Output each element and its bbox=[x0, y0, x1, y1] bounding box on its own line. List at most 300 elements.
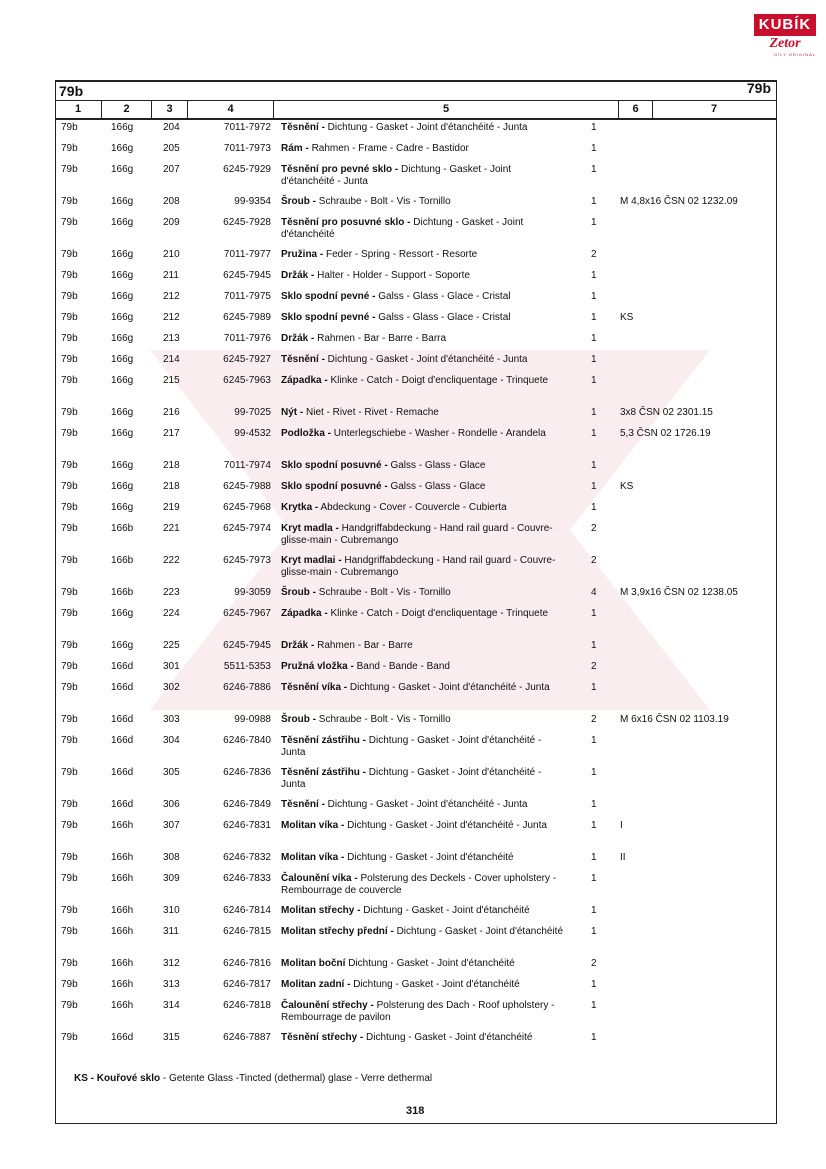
cell-col4: 6246-7831 bbox=[223, 820, 271, 831]
cell-col1: 79b bbox=[61, 407, 78, 418]
cell-description bbox=[281, 143, 563, 155]
cell-col3: 217 bbox=[163, 428, 180, 439]
description-name: Molitan víka - bbox=[281, 820, 345, 831]
cell-col4: 99-3059 bbox=[234, 587, 271, 598]
description-name: Těsnění pro posuvné sklo - bbox=[281, 217, 411, 228]
cell-col1: 79b bbox=[61, 217, 78, 228]
cell-quantity: 1 bbox=[591, 428, 597, 439]
cell-note: I bbox=[620, 820, 623, 831]
cell-col3: 215 bbox=[163, 375, 180, 386]
cell-note: 3x8 ČSN 02 2301.15 bbox=[620, 407, 713, 418]
cell-col3: 305 bbox=[163, 767, 180, 778]
description-translations: Dichtung - Gasket - Joint d'étanchéité bbox=[360, 905, 530, 916]
cell-col3: 313 bbox=[163, 979, 180, 990]
description-translations: Polsterung des Deckels - Cover upholstery - Rembourrage de couvercle bbox=[281, 873, 557, 896]
cell-col3: 208 bbox=[163, 196, 180, 207]
cell-description bbox=[281, 407, 563, 419]
cell-quantity: 1 bbox=[591, 979, 597, 990]
cell-col1: 79b bbox=[61, 481, 78, 492]
cell-quantity: 1 bbox=[591, 502, 597, 513]
cell-col4: 6246-7849 bbox=[223, 799, 271, 810]
description-translations: Feder - Spring - Ressort - Resorte bbox=[323, 249, 478, 260]
cell-description bbox=[281, 312, 563, 324]
cell-description bbox=[281, 820, 563, 832]
cell-col4: 7011-7973 bbox=[223, 143, 271, 154]
cell-description bbox=[281, 291, 563, 303]
cell-quantity: 1 bbox=[591, 375, 597, 386]
description-translations: Dichtung - Gasket - Joint d'étanchéité - Junta bbox=[347, 682, 550, 693]
cell-description bbox=[281, 958, 563, 970]
logo-sub-text: DÍLY ORIGINÁL bbox=[774, 52, 816, 57]
cell-col2: 166g bbox=[111, 640, 134, 651]
cell-col2: 166d bbox=[111, 682, 134, 693]
cell-col2: 166g bbox=[111, 502, 134, 513]
description-translations: Schraube - Bolt - Vis - Tornillo bbox=[316, 196, 451, 207]
section-label-left: 79b bbox=[59, 83, 84, 99]
cell-col1: 79b bbox=[61, 767, 78, 778]
cell-col2: 166h bbox=[111, 926, 134, 937]
description-name: Šroub - bbox=[281, 714, 316, 725]
cell-col3: 312 bbox=[163, 958, 180, 969]
description-translations: Rahmen - Bar - Barre bbox=[314, 640, 413, 651]
description-translations: Polsterung des Dach - Roof upholstery - Rembourrage de pavilon bbox=[281, 1000, 555, 1023]
cell-description bbox=[281, 852, 563, 864]
cell-description bbox=[281, 714, 563, 726]
description-name: Molitan boční bbox=[281, 958, 346, 969]
cell-col3: 218 bbox=[163, 460, 180, 471]
description-name: Sklo spodní pevné - bbox=[281, 291, 376, 302]
cell-col1: 79b bbox=[61, 714, 78, 725]
description-name: Západka - bbox=[281, 375, 328, 386]
cell-col3: 210 bbox=[163, 249, 180, 260]
description-translations: Rahmen - Bar - Barre - Barra bbox=[314, 333, 447, 344]
cell-col4: 6245-7974 bbox=[223, 523, 271, 534]
cell-col3: 303 bbox=[163, 714, 180, 725]
description-name: Sklo spodní pevné - bbox=[281, 312, 376, 323]
cell-col1: 79b bbox=[61, 873, 78, 884]
cell-description bbox=[281, 196, 563, 208]
cell-description bbox=[281, 608, 563, 620]
cell-col3: 309 bbox=[163, 873, 180, 884]
column-header-5: 5 bbox=[274, 101, 619, 118]
cell-col4: 6246-7840 bbox=[223, 735, 271, 746]
description-name: Pružná vložka - bbox=[281, 661, 354, 672]
cell-quantity: 1 bbox=[591, 640, 597, 651]
description-translations: Klinke - Catch - Doigt d'encliquentage - Trinquete bbox=[327, 375, 549, 386]
cell-col3: 211 bbox=[163, 270, 179, 281]
cell-note: 5,3 ČSN 02 1726.19 bbox=[620, 428, 711, 439]
cell-description bbox=[281, 523, 563, 547]
cell-quantity: 2 bbox=[591, 523, 597, 534]
cell-description bbox=[281, 333, 563, 345]
cell-col4: 6246-7886 bbox=[223, 682, 271, 693]
cell-quantity: 1 bbox=[591, 873, 597, 884]
cell-col1: 79b bbox=[61, 291, 78, 302]
description-name: Molitan víka - bbox=[281, 852, 345, 863]
cell-description bbox=[281, 905, 563, 917]
cell-quantity: 1 bbox=[591, 291, 597, 302]
cell-col3: 219 bbox=[163, 502, 180, 513]
description-name: Čalounění střechy - bbox=[281, 1000, 374, 1011]
cell-quantity: 1 bbox=[591, 820, 597, 831]
cell-col3: 315 bbox=[163, 1032, 180, 1043]
description-translations: Rahmen - Frame - Cadre - Bastidor bbox=[308, 143, 469, 154]
cell-col3: 314 bbox=[163, 1000, 180, 1011]
cell-col3: 222 bbox=[163, 555, 180, 566]
cell-quantity: 2 bbox=[591, 958, 597, 969]
description-name: Šroub - bbox=[281, 196, 316, 207]
cell-col4: 6245-7927 bbox=[223, 354, 271, 365]
description-name: Držák - bbox=[281, 640, 315, 651]
cell-description bbox=[281, 682, 563, 694]
cell-col2: 166g bbox=[111, 122, 134, 133]
cell-quantity: 1 bbox=[591, 143, 597, 154]
cell-col3: 207 bbox=[163, 164, 180, 175]
cell-col3: 308 bbox=[163, 852, 180, 863]
cell-quantity: 1 bbox=[591, 926, 597, 937]
cell-col4: 6245-7929 bbox=[223, 164, 271, 175]
cell-col3: 214 bbox=[163, 354, 180, 365]
cell-col4: 6246-7814 bbox=[223, 905, 271, 916]
cell-col2: 166d bbox=[111, 799, 134, 810]
cell-col3: 225 bbox=[163, 640, 180, 651]
cell-quantity: 1 bbox=[591, 682, 597, 693]
cell-col1: 79b bbox=[61, 979, 78, 990]
cell-col1: 79b bbox=[61, 428, 78, 439]
cell-col3: 224 bbox=[163, 608, 180, 619]
cell-quantity: 1 bbox=[591, 1000, 597, 1011]
description-name: Molitan střechy - bbox=[281, 905, 361, 916]
cell-col4: 99-4532 bbox=[234, 428, 271, 439]
cell-col4: 6246-7887 bbox=[223, 1032, 271, 1043]
cell-col4: 99-9354 bbox=[234, 196, 271, 207]
cell-col3: 223 bbox=[163, 587, 180, 598]
cell-col3: 216 bbox=[163, 407, 180, 418]
cell-col1: 79b bbox=[61, 1000, 78, 1011]
description-translations: Handgriffabdeckung - Hand rail guard - Couvre-glisse-main - Cubremango bbox=[281, 555, 556, 578]
description-translations: Schraube - Bolt - Vis - Tornillo bbox=[316, 714, 451, 725]
cell-col2: 166g bbox=[111, 608, 134, 619]
footnote-text: - Getente Glass -Tincted (dethermal) glase - Verre dethermal bbox=[160, 1073, 433, 1084]
description-name: Pružina - bbox=[281, 249, 324, 260]
cell-col1: 79b bbox=[61, 852, 78, 863]
cell-description bbox=[281, 979, 563, 991]
cell-description bbox=[281, 481, 563, 493]
cell-col4: 7011-7974 bbox=[223, 460, 271, 471]
cell-quantity: 1 bbox=[591, 608, 597, 619]
cell-col1: 79b bbox=[61, 196, 78, 207]
cell-note: M 4,8x16 ČSN 02 1232.09 bbox=[620, 196, 738, 207]
column-header-2: 2 bbox=[102, 101, 152, 118]
description-translations: Dichtung - Gasket - Joint d'étanchéité - Junta bbox=[324, 354, 528, 365]
description-name: Čalounění víka - bbox=[281, 873, 358, 884]
logo-kubik-text: KUBÍK bbox=[754, 14, 816, 36]
description-translations: Galss - Glass - Glace - Cristal bbox=[375, 312, 511, 323]
cell-description bbox=[281, 502, 563, 514]
description-translations: Dichtung - Gasket - Joint d'étanchéité - Junta bbox=[324, 799, 528, 810]
cell-quantity: 1 bbox=[591, 905, 597, 916]
cell-col1: 79b bbox=[61, 587, 78, 598]
cell-col3: 218 bbox=[163, 481, 180, 492]
description-name: Krytka - bbox=[281, 502, 319, 513]
cell-col1: 79b bbox=[61, 1032, 78, 1043]
cell-col2: 166h bbox=[111, 1000, 134, 1011]
cell-description bbox=[281, 164, 563, 188]
cell-col4: 5511-5353 bbox=[223, 661, 271, 672]
cell-quantity: 1 bbox=[591, 767, 597, 778]
cell-col1: 79b bbox=[61, 926, 78, 937]
cell-description bbox=[281, 217, 563, 241]
description-translations: Dichtung - Gasket - Joint d'étanchéité - Junta bbox=[324, 122, 528, 133]
cell-col2: 166h bbox=[111, 979, 134, 990]
kubik-zetor-logo bbox=[754, 14, 816, 66]
cell-quantity: 1 bbox=[591, 122, 597, 133]
cell-quantity: 1 bbox=[591, 196, 597, 207]
column-header-3: 3 bbox=[152, 101, 188, 118]
cell-col4: 6245-7968 bbox=[223, 502, 271, 513]
cell-col2: 166g bbox=[111, 333, 134, 344]
cell-col4: 7011-7972 bbox=[223, 122, 271, 133]
cell-col2: 166g bbox=[111, 481, 134, 492]
cell-col2: 166d bbox=[111, 661, 134, 672]
cell-description bbox=[281, 1000, 563, 1024]
cell-col2: 166b bbox=[111, 555, 134, 566]
cell-col1: 79b bbox=[61, 661, 78, 672]
cell-col4: 7011-7977 bbox=[223, 249, 271, 260]
description-translations: Band - Bande - Band bbox=[353, 661, 450, 672]
cell-col3: 221 bbox=[163, 523, 180, 534]
cell-col1: 79b bbox=[61, 270, 78, 281]
cell-col4: 6245-7928 bbox=[223, 217, 271, 228]
cell-col2: 166g bbox=[111, 164, 134, 175]
cell-col4: 6245-7988 bbox=[223, 481, 271, 492]
cell-col1: 79b bbox=[61, 682, 78, 693]
description-name: Podložka - bbox=[281, 428, 332, 439]
cell-col4: 6245-7973 bbox=[223, 555, 271, 566]
cell-col2: 166g bbox=[111, 217, 134, 228]
description-name: Těsnění - bbox=[281, 354, 325, 365]
cell-col3: 307 bbox=[163, 820, 180, 831]
cell-note: M 6x16 ČSN 02 1103.19 bbox=[620, 714, 729, 725]
description-name: Šroub - bbox=[281, 587, 316, 598]
cell-col3: 306 bbox=[163, 799, 180, 810]
description-translations: Galss - Glass - Glace bbox=[387, 460, 486, 471]
cell-col3: 205 bbox=[163, 143, 180, 154]
page-number: 318 bbox=[406, 1105, 425, 1117]
cell-description bbox=[281, 270, 563, 282]
cell-col2: 166g bbox=[111, 460, 134, 471]
description-name: Těsnění víka - bbox=[281, 682, 348, 693]
cell-col1: 79b bbox=[61, 375, 78, 386]
cell-col4: 6246-7816 bbox=[223, 958, 271, 969]
cell-col1: 79b bbox=[61, 312, 78, 323]
cell-description bbox=[281, 122, 563, 134]
description-translations: Dichtung - Gasket - Joint d'étanchéité bbox=[393, 926, 564, 937]
cell-col4: 6246-7815 bbox=[223, 926, 271, 937]
cell-quantity: 2 bbox=[591, 661, 597, 672]
description-name: Těsnění zástřihu - bbox=[281, 735, 367, 746]
cell-description bbox=[281, 767, 563, 791]
cell-col3: 310 bbox=[163, 905, 180, 916]
description-translations: Abdeckung - Cover - Couvercle - Cubierta bbox=[318, 502, 507, 513]
cell-description bbox=[281, 555, 563, 579]
cell-col2: 166g bbox=[111, 249, 134, 260]
cell-note: II bbox=[620, 852, 626, 863]
cell-col1: 79b bbox=[61, 523, 78, 534]
description-translations: Dichtung - Gasket - Joint d'étanchéité - Junta bbox=[281, 735, 542, 758]
cell-description bbox=[281, 661, 563, 673]
cell-col4: 6245-7945 bbox=[223, 640, 271, 651]
column-header-row bbox=[55, 100, 777, 120]
description-name: Těsnění - bbox=[281, 122, 325, 133]
cell-col3: 301 bbox=[163, 661, 180, 672]
description-translations: Dichtung - Gasket - Joint d'étanchéité bbox=[345, 958, 515, 969]
cell-col2: 166h bbox=[111, 852, 134, 863]
cell-quantity: 1 bbox=[591, 735, 597, 746]
cell-col3: 302 bbox=[163, 682, 180, 693]
cell-note: M 3,9x16 ČSN 02 1238.05 bbox=[620, 587, 738, 598]
description-translations: Galss - Glass - Glace bbox=[387, 481, 486, 492]
description-name: Nýt - bbox=[281, 407, 304, 418]
description-translations: Unterlegschiebe - Washer - Rondelle - Arandela bbox=[331, 428, 546, 439]
cell-col4: 6246-7818 bbox=[223, 1000, 271, 1011]
cell-col2: 166g bbox=[111, 312, 134, 323]
cell-col1: 79b bbox=[61, 735, 78, 746]
cell-col4: 6245-7967 bbox=[223, 608, 271, 619]
cell-quantity: 1 bbox=[591, 217, 597, 228]
cell-description bbox=[281, 587, 563, 599]
cell-col2: 166d bbox=[111, 735, 134, 746]
cell-col3: 212 bbox=[163, 291, 180, 302]
cell-quantity: 1 bbox=[591, 1032, 597, 1043]
cell-col2: 166d bbox=[111, 1032, 134, 1043]
description-translations: Halter - Holder - Support - Soporte bbox=[314, 270, 470, 281]
cell-quantity: 1 bbox=[591, 852, 597, 863]
footnote-term: KS - Kouřové sklo bbox=[74, 1073, 161, 1084]
description-translations: Dichtung - Gasket - Joint d'étanchéité - Junta bbox=[281, 164, 512, 187]
cell-quantity: 1 bbox=[591, 164, 597, 175]
description-name: Molitan zadní - bbox=[281, 979, 351, 990]
description-translations: Dichtung - Gasket - Joint d'étanchéité - Junta bbox=[344, 820, 547, 831]
cell-col1: 79b bbox=[61, 164, 78, 175]
cell-col3: 304 bbox=[163, 735, 180, 746]
cell-col3: 212 bbox=[163, 312, 180, 323]
cell-quantity: 1 bbox=[591, 460, 597, 471]
cell-col4: 6245-7989 bbox=[223, 312, 271, 323]
cell-col4: 6246-7833 bbox=[223, 873, 271, 884]
cell-col2: 166g bbox=[111, 428, 134, 439]
cell-description bbox=[281, 926, 563, 938]
cell-col4: 99-0988 bbox=[234, 714, 271, 725]
cell-col1: 79b bbox=[61, 799, 78, 810]
cell-quantity: 1 bbox=[591, 312, 597, 323]
cell-col1: 79b bbox=[61, 249, 78, 260]
cell-col1: 79b bbox=[61, 143, 78, 154]
cell-col2: 166g bbox=[111, 291, 134, 302]
cell-description bbox=[281, 640, 563, 652]
table-header-bar bbox=[55, 80, 775, 98]
column-header-4: 4 bbox=[188, 101, 274, 118]
cell-description bbox=[281, 375, 563, 387]
cell-col1: 79b bbox=[61, 555, 78, 566]
description-name: Kryt madla - bbox=[281, 523, 339, 534]
description-name: Držák - bbox=[281, 270, 315, 281]
cell-col2: 166g bbox=[111, 196, 134, 207]
cell-quantity: 1 bbox=[591, 354, 597, 365]
description-name: Rám - bbox=[281, 143, 309, 154]
cell-col3: 204 bbox=[163, 122, 180, 133]
cell-quantity: 4 bbox=[591, 587, 597, 598]
cell-col4: 99-7025 bbox=[234, 407, 271, 418]
description-name: Západka - bbox=[281, 608, 328, 619]
cell-col1: 79b bbox=[61, 640, 78, 651]
cell-col2: 166b bbox=[111, 587, 134, 598]
cell-description bbox=[281, 249, 563, 261]
cell-col2: 166g bbox=[111, 375, 134, 386]
cell-col1: 79b bbox=[61, 333, 78, 344]
cell-col1: 79b bbox=[61, 122, 78, 133]
cell-col2: 166d bbox=[111, 714, 134, 725]
cell-col4: 6246-7817 bbox=[223, 979, 271, 990]
description-translations: Dichtung - Gasket - Joint d'étanchéité bbox=[350, 979, 520, 990]
description-name: Těsnění pro pevné sklo - bbox=[281, 164, 399, 175]
column-header-1: 1 bbox=[55, 101, 102, 118]
cell-quantity: 1 bbox=[591, 481, 597, 492]
description-translations: Dichtung - Gasket - Joint d'étanchéité bbox=[363, 1032, 533, 1043]
cell-quantity: 2 bbox=[591, 249, 597, 260]
cell-quantity: 1 bbox=[591, 799, 597, 810]
cell-description bbox=[281, 799, 563, 811]
cell-col3: 311 bbox=[163, 926, 179, 937]
cell-col4: 7011-7976 bbox=[223, 333, 271, 344]
cell-quantity: 1 bbox=[591, 333, 597, 344]
cell-col2: 166h bbox=[111, 820, 134, 831]
cell-description bbox=[281, 354, 563, 366]
cell-col2: 166h bbox=[111, 958, 134, 969]
cell-col4: 6246-7832 bbox=[223, 852, 271, 863]
cell-description bbox=[281, 1032, 563, 1044]
cell-note: KS bbox=[620, 312, 634, 323]
description-translations: Dichtung - Gasket - Joint d'étanchéité bbox=[344, 852, 514, 863]
cell-quantity: 1 bbox=[591, 407, 597, 418]
description-translations: Schraube - Bolt - Vis - Tornillo bbox=[316, 587, 451, 598]
description-name: Držák - bbox=[281, 333, 315, 344]
cell-quantity: 1 bbox=[591, 270, 597, 281]
description-translations: Dichtung - Gasket - Joint d'étanchéité bbox=[281, 217, 524, 240]
cell-col2: 166g bbox=[111, 407, 134, 418]
column-header-7: 7 bbox=[710, 103, 718, 115]
cell-col2: 166g bbox=[111, 354, 134, 365]
cell-col1: 79b bbox=[61, 905, 78, 916]
footnote bbox=[74, 1073, 432, 1084]
cell-col4: 7011-7975 bbox=[223, 291, 271, 302]
cell-quantity: 2 bbox=[591, 714, 597, 725]
cell-description bbox=[281, 460, 563, 472]
cell-col4: 6245-7945 bbox=[223, 270, 271, 281]
cell-col1: 79b bbox=[61, 460, 78, 471]
cell-col1: 79b bbox=[61, 354, 78, 365]
description-name: Sklo spodní posuvné - bbox=[281, 460, 388, 471]
description-name: Kryt madlai - bbox=[281, 555, 342, 566]
cell-col1: 79b bbox=[61, 502, 78, 513]
description-translations: Klinke - Catch - Doigt d'encliquentage - Trinquete bbox=[327, 608, 549, 619]
cell-col1: 79b bbox=[61, 608, 78, 619]
logo-zetor-text: Zetor bbox=[769, 36, 801, 51]
description-name: Molitan střechy přední - bbox=[281, 926, 394, 937]
section-label-right: 79b bbox=[746, 80, 771, 96]
cell-col2: 166h bbox=[111, 905, 134, 916]
description-name: Těsnění - bbox=[281, 799, 325, 810]
